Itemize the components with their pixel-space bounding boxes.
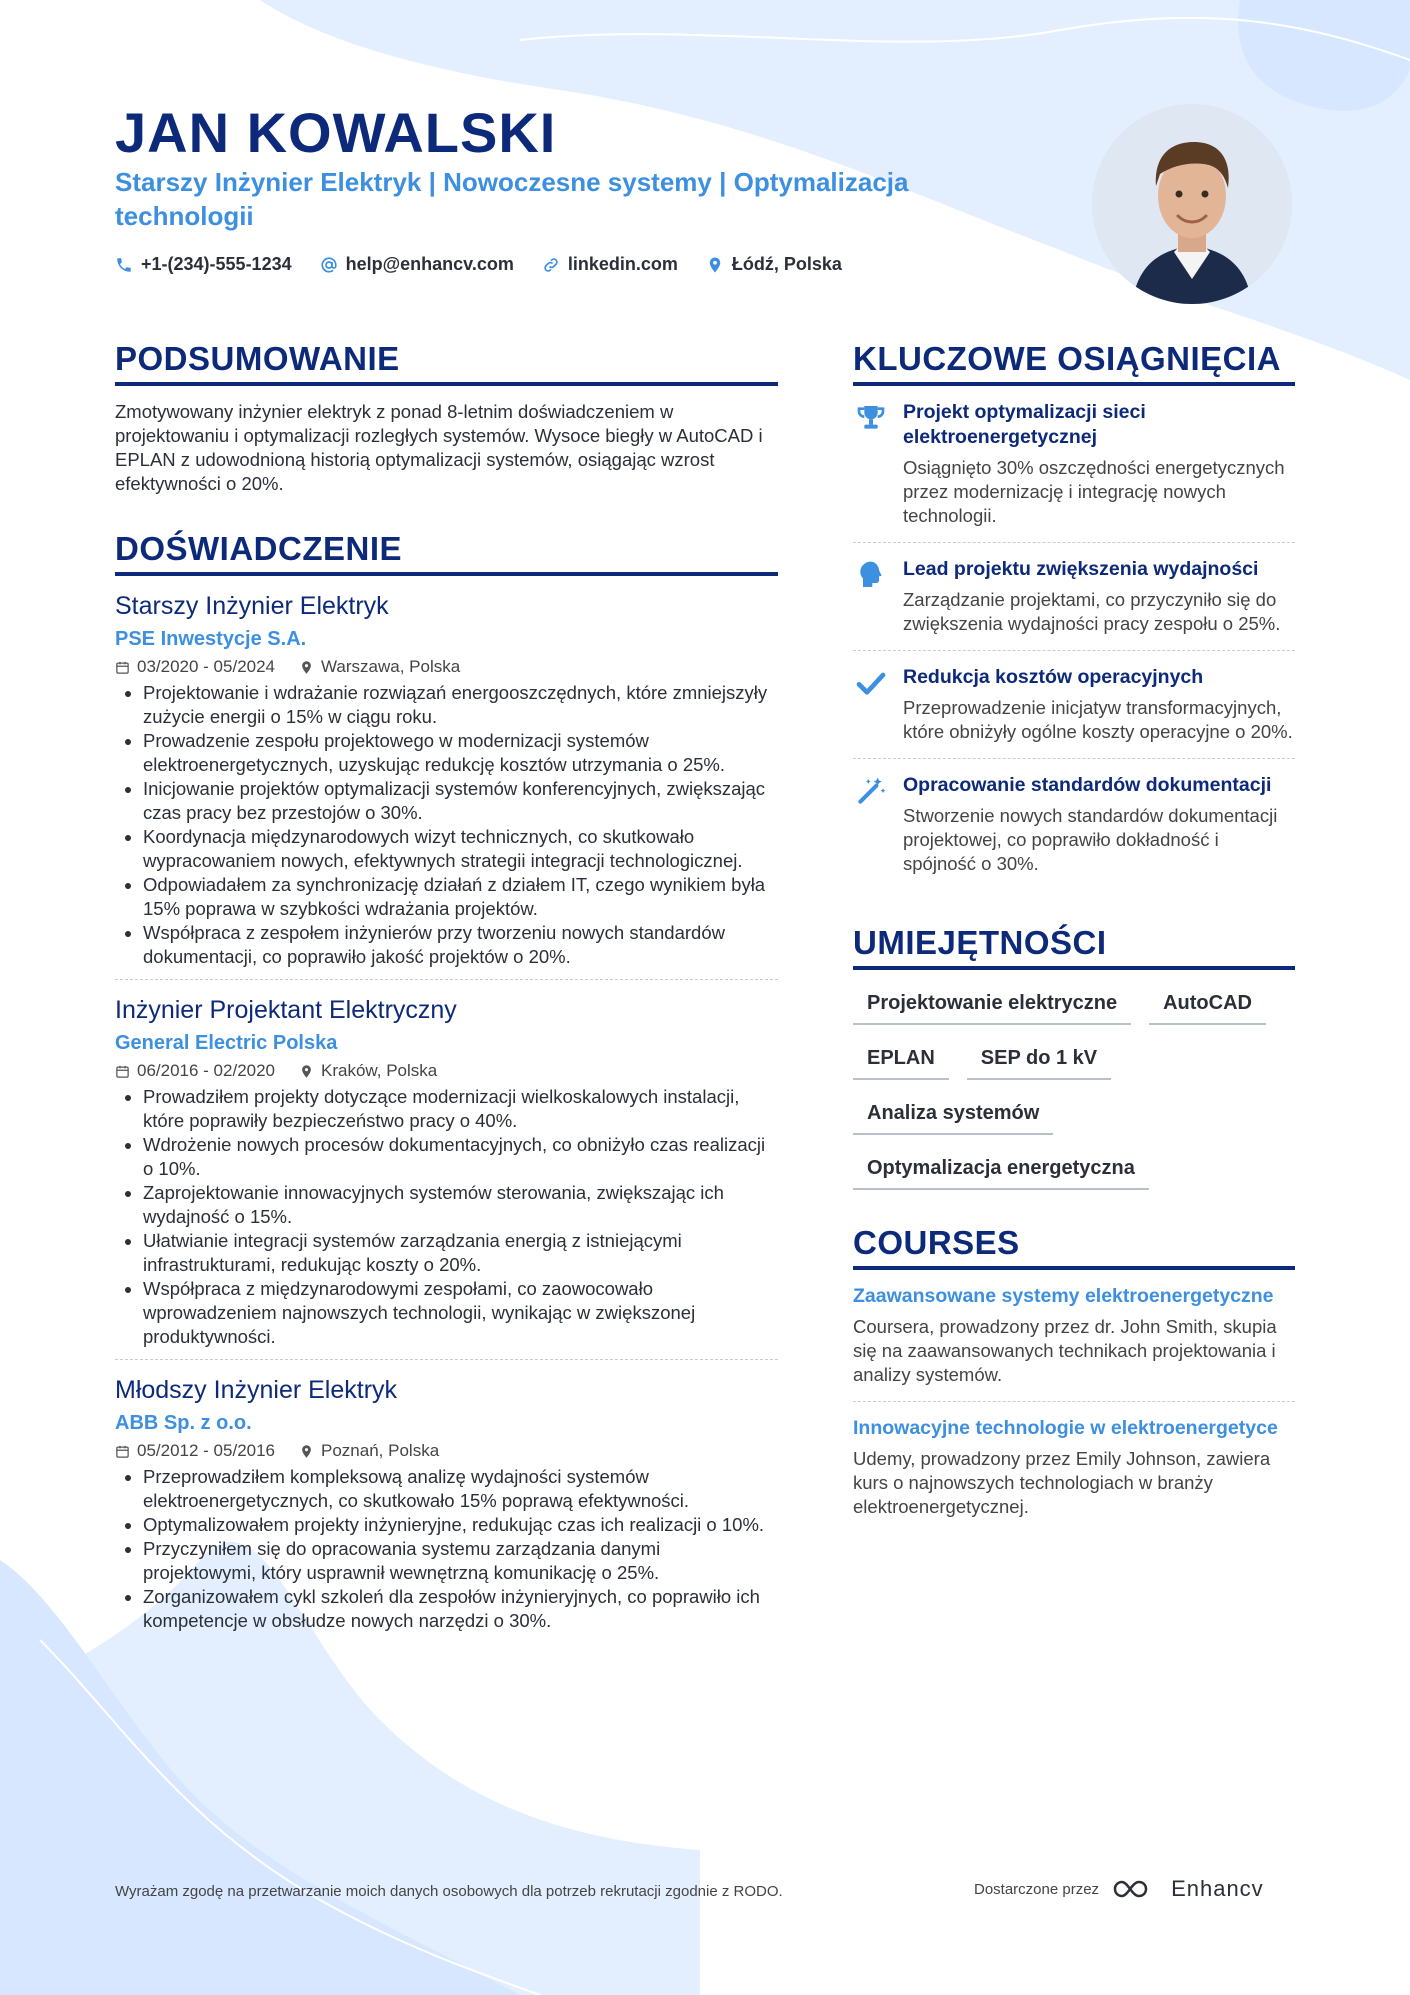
portrait-image <box>1092 104 1292 304</box>
gdpr-consent: Wyrażam zgodę na przetwarzanie moich danych osobowych dla potrzeb rekrutacji zgodnie z RODO. <box>115 1883 783 1900</box>
job-dates-text: 03/2020 - 05/2024 <box>137 657 276 676</box>
left-column <box>115 340 778 1677</box>
skills-section <box>853 924 1295 1190</box>
job-bullets <box>115 1465 778 1633</box>
course-title: Innowacyjne technologie w elektroenergetyce <box>853 1417 1278 1439</box>
calendar-icon <box>115 660 130 675</box>
achievement-desc: Zarządzanie projektami, co przyczyniło się do zwiększenia wydajności pracy zespołu o 25%. <box>903 589 1281 634</box>
bullet-item: • Przeprowadziłem kompleksową analizę wydajności systemów elektroenergetycznych, co skutkowało 15% poprawą efektywności. <box>143 1465 778 1513</box>
achievement-title: Redukcja kosztów operacyjnych <box>903 666 1204 688</box>
contact-bar <box>115 254 842 275</box>
course-title: Zaawansowane systemy elektroenergetyczne <box>853 1285 1274 1307</box>
skill-tag: Projektowanie elektryczne <box>853 984 1131 1025</box>
summary-title: PODSUMOWANIE <box>115 340 778 386</box>
magic-wand-icon <box>855 775 887 807</box>
job-dates-text: 05/2012 - 05/2016 <box>137 1441 276 1460</box>
bullet-item: • Zaprojektowanie innowacyjnych systemów sterowania, zwiększając ich wydajność o 15%. <box>143 1181 778 1229</box>
enhancv-logo-icon <box>1111 1877 1159 1901</box>
summary-text: Zmotywowany inżynier elektryk z ponad 8-letnim doświadczeniem w projektowaniu i optymalizacji rozległych systemów. Wysoce biegły w AutoCAD i EPLAN z udowodnioną historią optymalizacji systemów, osiągając wzrost efektywności o 20%. <box>115 401 763 494</box>
bullet-item: • Zorganizowałem cykl szkoleń dla zespołów inżynieryjnych, co poprawiło ich kompetencje w obsłudze nowych narzędzi o 30%. <box>143 1585 778 1633</box>
achievement-title: Lead projektu zwiększenia wydajności <box>903 558 1259 580</box>
location-pin-icon <box>299 1444 314 1459</box>
contact-location <box>706 254 842 275</box>
contact-phone[interactable] <box>115 254 292 275</box>
location-pin-icon <box>299 660 314 675</box>
bullet-item: • Inicjowanie projektów optymalizacji systemów konferencyjnych, zwiększając czas pracy bez przestojów o 30%. <box>143 777 778 825</box>
head-icon <box>855 559 887 591</box>
footer-branding <box>974 1876 1264 1902</box>
job-bullets <box>115 681 778 969</box>
skill-tag: Analiza systemów <box>853 1094 1053 1135</box>
contact-linkedin[interactable] <box>542 254 678 275</box>
link-icon <box>542 256 560 274</box>
job-location-text: Poznań, Polska <box>321 1441 440 1460</box>
calendar-icon <box>115 1444 130 1459</box>
skill-tag: SEP do 1 kV <box>967 1039 1111 1080</box>
phone-number: +1-(234)-555-1234 <box>141 254 292 274</box>
achievement-title: Projekt optymalizacji sieci elektroenergetycznej <box>903 401 1146 448</box>
bullet-item: • Optymalizowałem projekty inżynieryjne, redukując czas ich realizacji o 10%. <box>143 1513 778 1537</box>
location-pin-icon <box>299 1064 314 1079</box>
job-company: PSE Inwestycje S.A. <box>115 628 307 650</box>
experience-title: DOŚWIADCZENIE <box>115 530 778 576</box>
job-dates <box>115 1441 275 1461</box>
contact-email[interactable] <box>320 254 514 275</box>
avatar <box>1092 104 1292 304</box>
achievements-section <box>853 340 1295 890</box>
course-desc: Coursera, prowadzony przez dr. John Smith, skupia się na zaawansowanych technikach projektowania i analizy systemów. <box>853 1316 1277 1385</box>
candidate-name: JAN KOWALSKI <box>115 101 557 164</box>
courses-section <box>853 1224 1295 1533</box>
skills-title: UMIEJĘTNOŚCI <box>853 924 1295 970</box>
location-text: Łódź, Polska <box>731 254 842 274</box>
bullet-item: • Prowadziłem projekty dotyczące modernizacji wielkoskalowych instalacji, które poprawiły bezpieczeństwo pracy o 40%. <box>143 1085 778 1133</box>
job-location <box>299 1061 437 1081</box>
right-column <box>853 340 1295 1567</box>
bullet-item: • Projektowanie i wdrażanie rozwiązań energooszczędnych, które zmniejszyły zużycie energii o 15% w ciągu roku. <box>143 681 778 729</box>
job-dates <box>115 1061 275 1081</box>
job-meta <box>115 1061 778 1081</box>
skill-tag: EPLAN <box>853 1039 949 1080</box>
phone-icon <box>115 256 133 274</box>
bullet-item: • Prowadzenie zespołu projektowego w modernizacji systemów elektroenergetycznych, uzyskując redukcję kosztów utrzymania o 25%. <box>143 729 778 777</box>
achievement-desc: Stworzenie nowych standardów dokumentacji projektowej, co poprawiło dokładność i spójność o 30%. <box>903 805 1278 874</box>
job-entry <box>115 980 778 1360</box>
achievement-item <box>853 651 1295 759</box>
job-dates-text: 06/2016 - 02/2020 <box>137 1061 276 1080</box>
skills-list <box>853 984 1295 1190</box>
provided-by-text: Dostarczone przez <box>974 1880 1100 1898</box>
achievements-title: KLUCZOWE OSIĄGNIĘCIA <box>853 340 1295 386</box>
job-bullets <box>115 1085 778 1349</box>
job-meta <box>115 1441 778 1461</box>
achievement-desc: Osiągnięto 30% oszczędności energetycznych przez modernizację i integrację nowych technologii. <box>903 457 1285 526</box>
job-company: General Electric Polska <box>115 1032 338 1054</box>
email-address: help@enhancv.com <box>345 254 514 274</box>
job-company: ABB Sp. z o.o. <box>115 1412 252 1434</box>
check-icon <box>855 667 887 699</box>
achievement-desc: Przeprowadzenie inicjatyw transformacyjnych, które obniżyły ogólne koszty operacyjne o 20%. <box>903 697 1293 742</box>
job-location-text: Kraków, Polska <box>321 1061 438 1080</box>
course-item <box>853 1270 1295 1402</box>
job-meta <box>115 657 778 677</box>
bullet-item: • Współpraca z międzynarodowymi zespołami, co zaowocowało wprowadzeniem najnowszych technologii, wynikając w zwiększonej produktywności. <box>143 1277 778 1349</box>
job-entry <box>115 1360 778 1643</box>
location-pin-icon <box>706 256 724 274</box>
courses-title: COURSES <box>853 1224 1295 1270</box>
bullet-item: • Przyczyniłem się do opracowania systemu zarządzania danymi projektowymi, który usprawnił wewnętrzną komunikację o 25%. <box>143 1537 778 1585</box>
linkedin-url: linkedin.com <box>567 254 678 274</box>
achievement-item <box>853 759 1295 890</box>
bullet-item: • Koordynacja międzynarodowych wizyt technicznych, co skutkowało wypracowaniem nowych, efektywnych strategii integracji technologicznej. <box>143 825 778 873</box>
achievement-item <box>853 386 1295 543</box>
job-entry <box>115 576 778 980</box>
at-icon <box>320 256 338 274</box>
headline: Starszy Inżynier Elektryk | Nowoczesne systemy | Optymalizacja technologii <box>115 167 909 231</box>
achievement-title: Opracowanie standardów dokumentacji <box>903 774 1272 796</box>
course-item <box>853 1402 1295 1533</box>
experience-section <box>115 530 778 1643</box>
achievement-item <box>853 543 1295 651</box>
bullet-item: • Wdrożenie nowych procesów dokumentacyjnych, co obniżyło czas realizacji o 10%. <box>143 1133 778 1181</box>
course-desc: Udemy, prowadzony przez Emily Johnson, zawiera kurs o najnowszych technologiach w branży elektroenergetycznej. <box>853 1448 1271 1517</box>
brand-name[interactable]: Enhancv <box>1171 1876 1264 1901</box>
trophy-icon <box>855 402 887 434</box>
summary-section <box>115 340 778 496</box>
bullet-item: • Współpraca z zespołem inżynierów przy tworzeniu nowych standardów dokumentacji, co poprawiło jakość projektów o 20%. <box>143 921 778 969</box>
bullet-item: • Odpowiadałem za synchronizację działań z działem IT, czego wynikiem była 15% poprawa w szybkości wdrażania projektów. <box>143 873 778 921</box>
job-title: Inżynier Projektant Elektryczny <box>115 996 457 1024</box>
job-title: Młodszy Inżynier Elektryk <box>115 1376 398 1404</box>
job-location <box>299 1441 439 1461</box>
bullet-item: • Ułatwianie integracji systemów zarządzania energią z istniejącymi infrastrukturami, redukując koszty o 20%. <box>143 1229 778 1277</box>
skill-tag: Optymalizacja energetyczna <box>853 1149 1149 1190</box>
job-location <box>299 657 460 677</box>
calendar-icon <box>115 1064 130 1079</box>
skill-tag: AutoCAD <box>1149 984 1266 1025</box>
job-title: Starszy Inżynier Elektryk <box>115 592 389 620</box>
job-location-text: Warszawa, Polska <box>321 657 461 676</box>
job-dates <box>115 657 275 677</box>
